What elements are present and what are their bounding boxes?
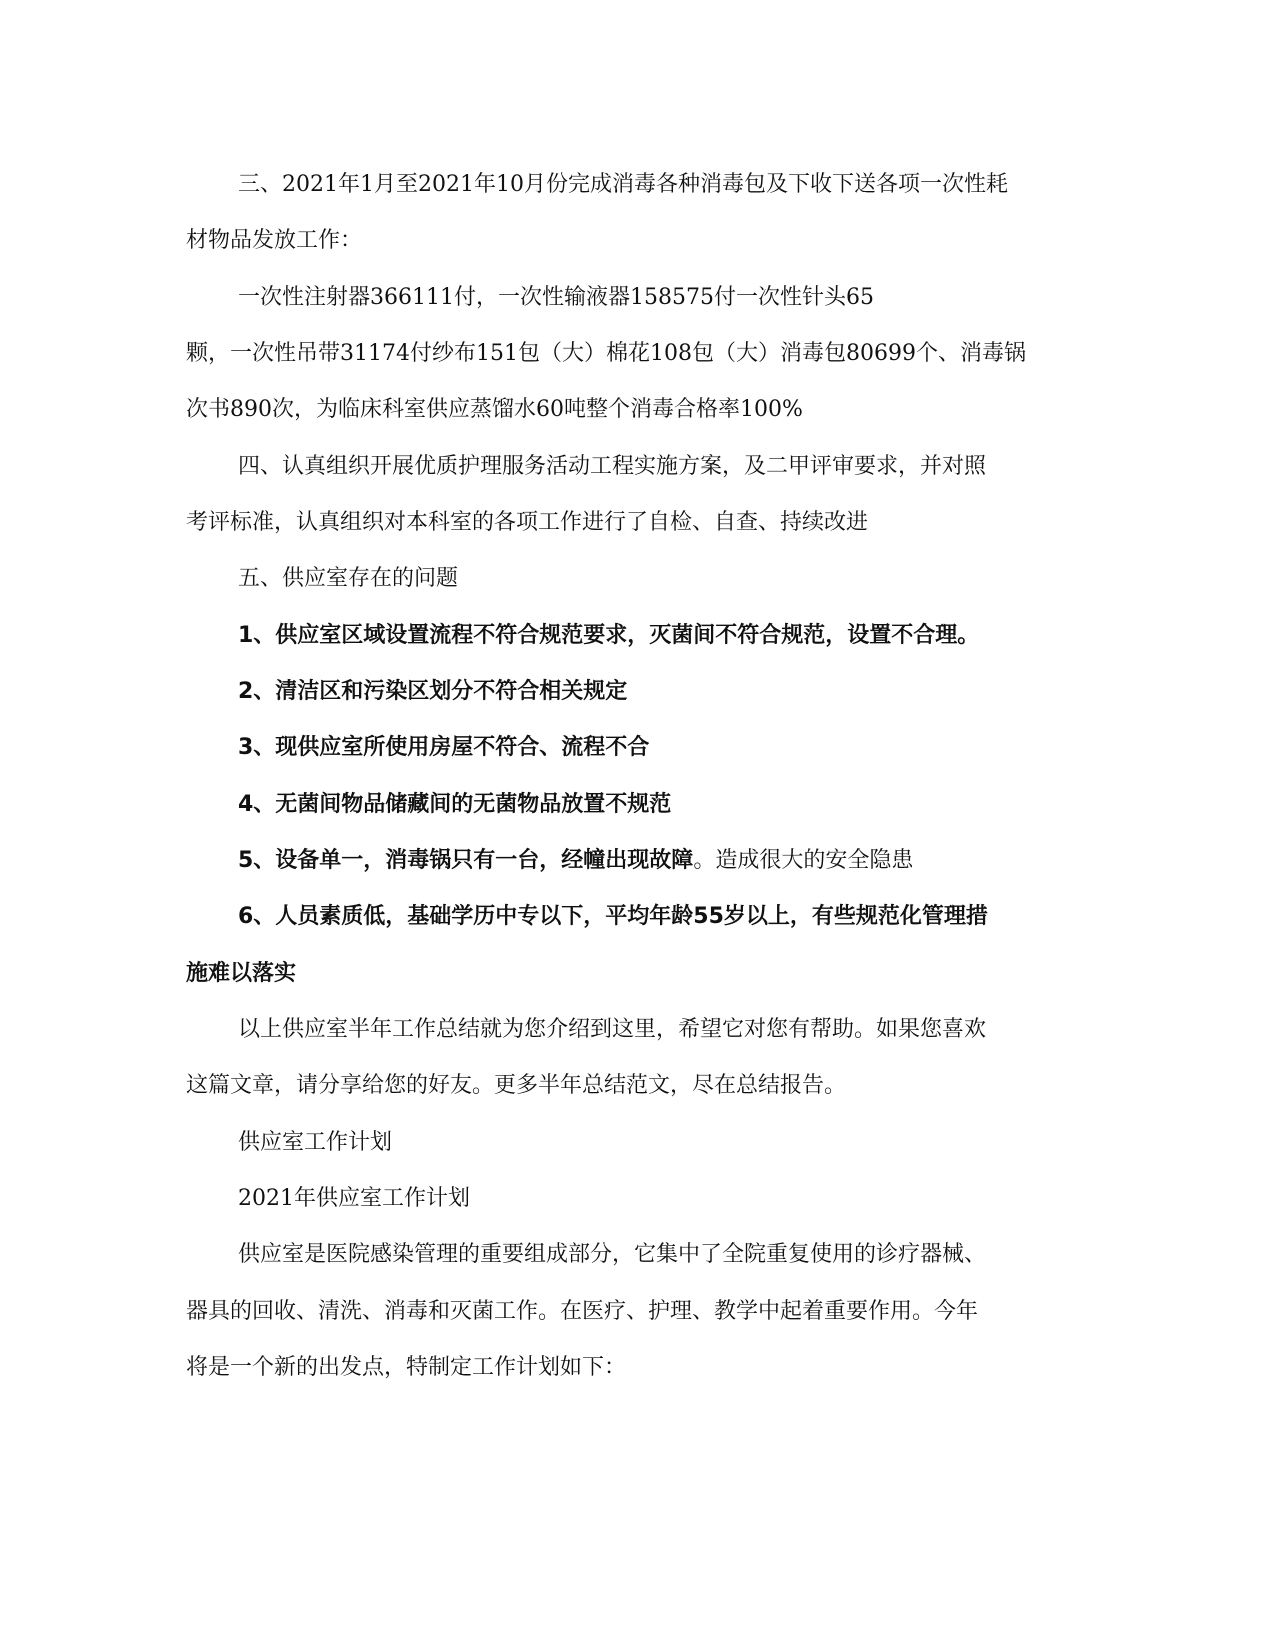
problem-6-line-2: 施难以落实 bbox=[186, 961, 297, 986]
problem-5-bold: 5、设备单一，消毒锅只有一台，经幢出现故障 bbox=[238, 848, 694, 873]
closing-line-1: 以上供应室半年工作总结就为您介绍到这里，希望它对您有帮助。如果您喜欢 bbox=[238, 1017, 987, 1042]
problem-5 bbox=[238, 846, 1138, 876]
problem-2: 2、清洁区和污染区划分不符合相关规定 bbox=[238, 679, 628, 704]
problem-6-line-1: 6、人员素质低，基础学历中专以下，平均年龄55岁以上，有些规范化管理措 bbox=[238, 904, 988, 929]
closing-line-2: 这篇文章，请分享给您的好友。更多半年总结范文，尽在总结报告。 bbox=[186, 1073, 847, 1098]
paragraph-4-line-2: 考评标准，认真组织对本科室的各项工作进行了自检、自查、持续改进 bbox=[186, 510, 869, 535]
plan-intro-line-2: 器具的回收、清洗、消毒和灭菌工作。在医疗、护理、教学中起着重要作用。今年 bbox=[186, 1299, 979, 1324]
problem-4: 4、无菌间物品储藏间的无菌物品放置不规范 bbox=[238, 792, 672, 817]
paragraph-3-line-1: 三、2021年1月至2021年10月份完成消毒各种消毒包及下收下送各项一次性耗 bbox=[238, 172, 1008, 197]
plan-title: 供应室工作计划 bbox=[238, 1130, 393, 1155]
plan-subtitle: 2021年供应室工作计划 bbox=[238, 1186, 470, 1211]
supplies-line-1: 一次性注射器366111付，一次性输液器158575付一次性针头65 bbox=[238, 285, 874, 310]
problem-3: 3、现供应室所使用房屋不符合、流程不合 bbox=[238, 735, 650, 760]
problem-5-tail: 。造成很大的安全隐患 bbox=[693, 848, 914, 873]
supplies-line-3: 次书890次，为临床科室供应蒸馏水60吨整个消毒合格率100% bbox=[186, 397, 803, 422]
plan-intro-line-1: 供应室是医院感染管理的重要组成部分，它集中了全院重复使用的诊疗器械、 bbox=[238, 1242, 987, 1267]
paragraph-4-line-1: 四、认真组织开展优质护理服务活动工程实施方案，及二甲评审要求，并对照 bbox=[238, 454, 987, 479]
supplies-line-2: 颗，一次性吊带31174付纱布151包（大）棉花108包（大）消毒包80699个、消毒锅 bbox=[186, 341, 1026, 366]
section-5-heading: 五、供应室存在的问题 bbox=[238, 566, 459, 591]
paragraph-3-line-2: 材物品发放工作： bbox=[186, 228, 363, 253]
plan-intro-line-3: 将是一个新的出发点，特制定工作计划如下： bbox=[186, 1355, 627, 1380]
problem-1: 1、供应室区域设置流程不符合规范要求，灭菌间不符合规范，设置不合理。 bbox=[238, 623, 980, 648]
